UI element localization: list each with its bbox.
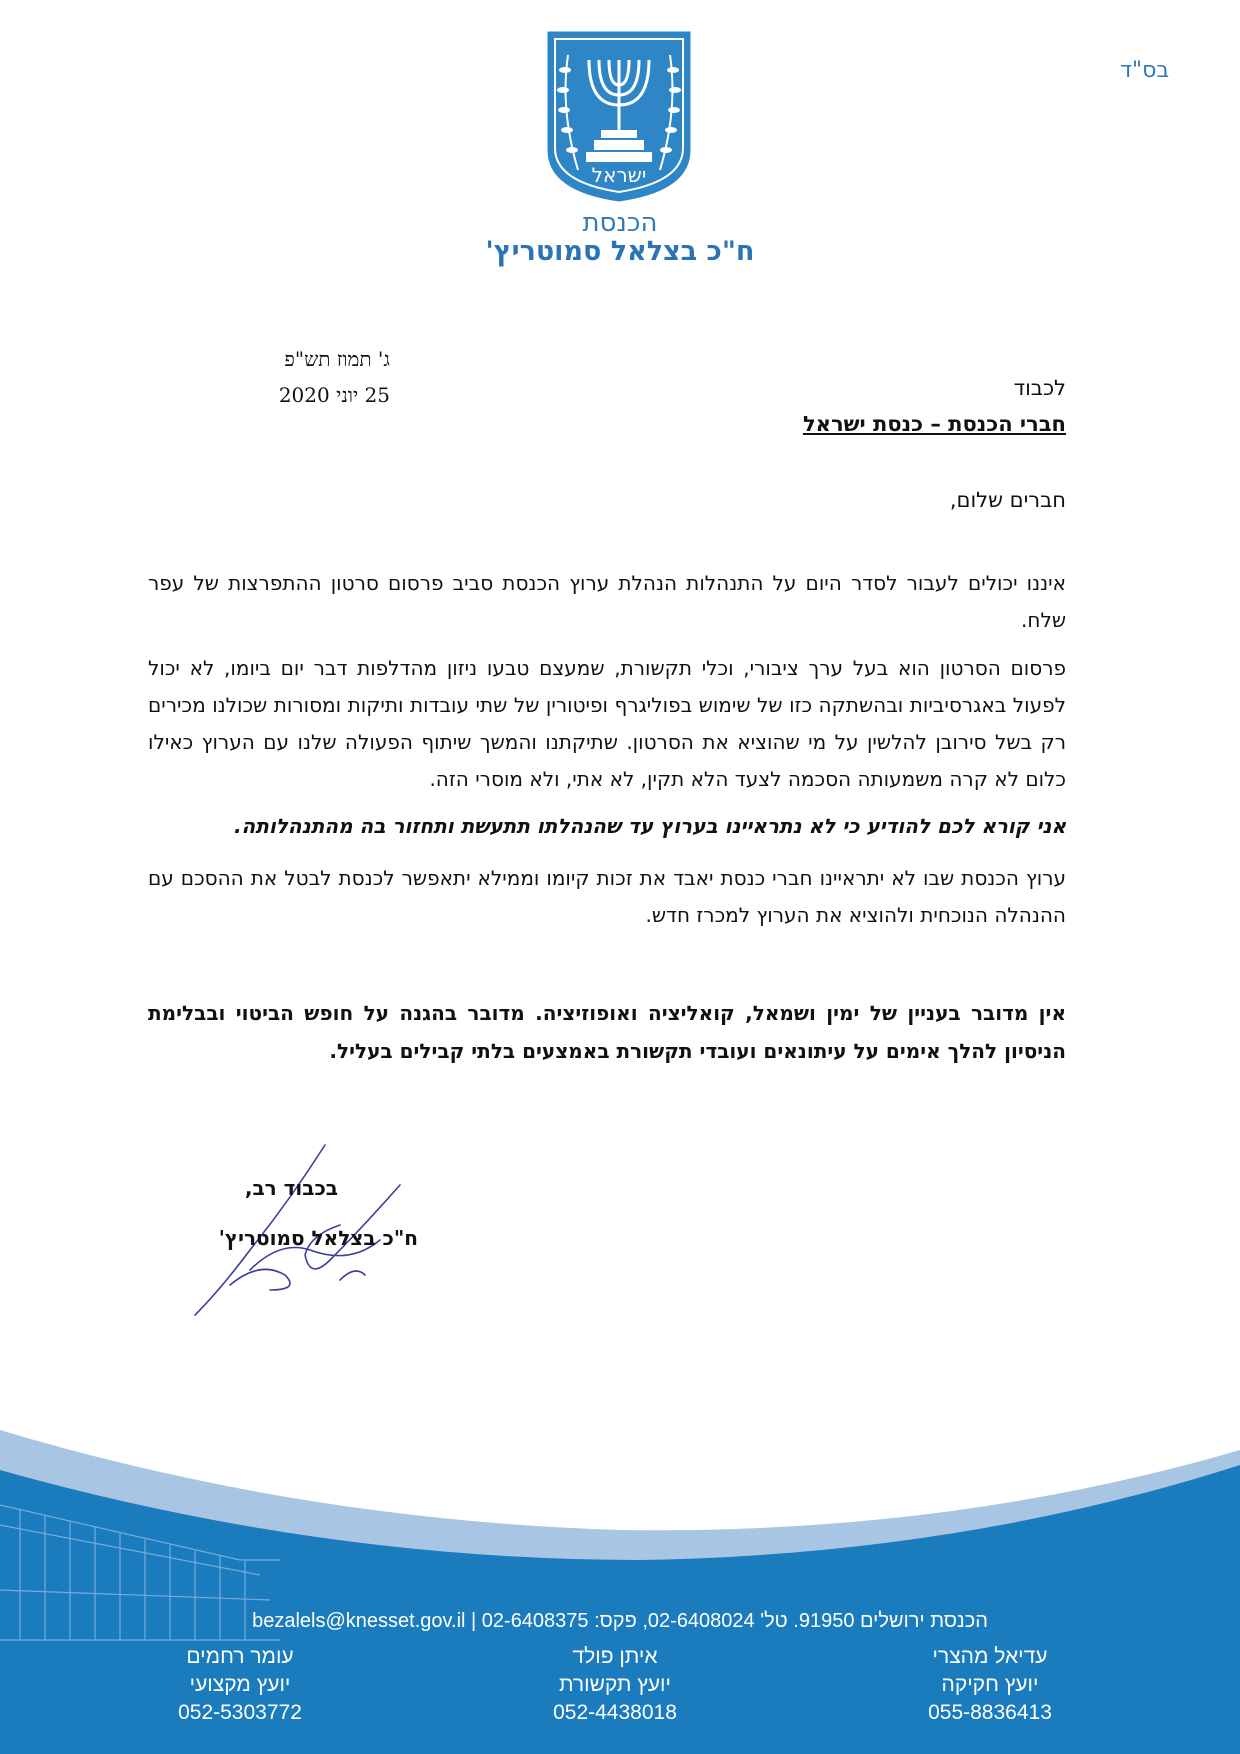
knesset-title: הכנסת bbox=[582, 208, 658, 238]
body-paragraph-4: ערוץ הכנסת שבו לא יתראיינו חברי כנסת יאבד את זכות קיומו וממילא יתאפשר לכנסת לבטל את ההסכם עם ההנהלה הנוכחית ולהוציא את הערוץ למכרז חדש. bbox=[148, 866, 1066, 927]
staff-role: יועץ מקצועי bbox=[189, 1673, 291, 1696]
signatory-name: ח"כ בצלאל סמוטריץ' bbox=[218, 1226, 418, 1250]
staff-role: יועץ תקשורת bbox=[559, 1673, 671, 1696]
bsd-mark: בס"ד bbox=[1120, 58, 1170, 83]
staff-phone: 055-8836413 bbox=[928, 1701, 1052, 1724]
emblem-caption: ישראל bbox=[591, 163, 647, 187]
staff-role: יועץ חקיקה bbox=[941, 1673, 1039, 1696]
date-gregorian: 25 יוני 2020 bbox=[278, 383, 390, 407]
body-paragraph-1: איננו יכולים לעבור לסדר היום על התנהלות הנהלת ערוץ הכנסת סביב פרסום סרטון ההתפרצות של עפר שלח. bbox=[148, 571, 1066, 632]
staff-phone: 052-4438018 bbox=[553, 1701, 677, 1724]
knesset-emblem-icon bbox=[546, 30, 692, 202]
body-paragraph-2: פרסום הסרטון הוא בעל ערך ציבורי, וכלי תקשורת, שמעצם טבעו ניזון מהדלפות דבר יום ביומו, לא יכול לפעול באגרסיביות ובהשתקה כזו של שימוש בפוליגרף ופיטורין של שתי עובדות ותיקות ומסורות שכולנו מכירים רק בשל סירובן להלשין על מי שהוציא את הסרטון. שתיקתנו והמשך שיתוף הפעולה שלנו עם הערוץ כאילו כלום לא קרה משמעותה הסכמה לצעד הלא תקין, לא אתי, ולא מוסרי הזה. bbox=[148, 656, 1066, 791]
staff-card bbox=[860, 1643, 1120, 1727]
staff-name: עומר רחמים bbox=[186, 1645, 294, 1668]
staff-name: איתן פולד bbox=[572, 1645, 658, 1668]
greeting: חברים שלום, bbox=[949, 488, 1066, 512]
staff-card bbox=[110, 1643, 370, 1727]
contact-line: הכנסת ירושלים 91950. טל' 02-6408024, פקס: 02-6408375 | bezalels@knesset.gov.il bbox=[252, 1610, 988, 1632]
staff-phone: 052-5303772 bbox=[178, 1701, 302, 1724]
body-paragraph-call-to-action: אני קורא לכם להודיע כי לא נתראיינו בערוץ עד שהנהלתו תתעשת ותחזור בה מהתנהלותה. bbox=[233, 814, 1066, 838]
to-addressee: חברי הכנסת – כנסת ישראל bbox=[802, 412, 1066, 436]
date-hebrew: ג' תמוז תש"פ bbox=[284, 347, 390, 371]
staff-name: עדיאל מהצרי bbox=[932, 1645, 1048, 1668]
closing-salutation: בכבוד רב, bbox=[244, 1176, 338, 1200]
staff-card bbox=[485, 1643, 745, 1727]
mk-name-header: ח"כ בצלאל סמוטריץ' bbox=[485, 236, 755, 267]
to-label: לכבוד bbox=[1013, 376, 1066, 400]
body-paragraph-conclusion: אין מדובר בעניין של ימין ושמאל, קואליציה ואופוזיציה. מדובר בהגנה על חופש הביטוי ובבלימת הניסיון להלך אימים על עיתונאים ועובדי תקשורת באמצעים בלתי קבילים בעליל. bbox=[148, 1001, 1066, 1063]
